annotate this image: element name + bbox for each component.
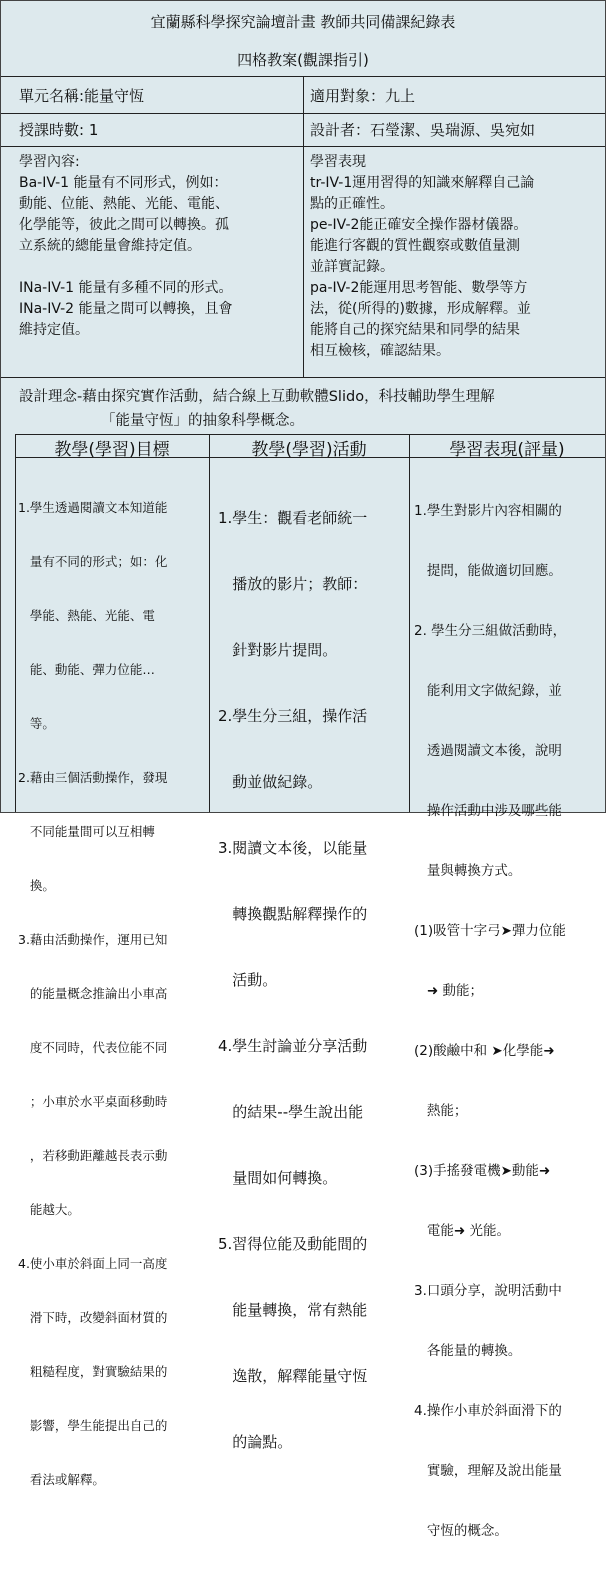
- divider: [209, 434, 210, 812]
- activity-line: 活動。: [218, 971, 278, 989]
- divider: [409, 434, 410, 812]
- goals-list: [18, 463, 208, 1525]
- assessment-line: 1.學生對影片內容相關的: [414, 503, 562, 519]
- activity-line: 轉換觀點解釋操作的: [218, 905, 368, 923]
- form-subtitle: 四格教案(觀課指引): [237, 51, 369, 69]
- performance-line: 點的正確性。: [310, 196, 394, 212]
- goal-line: 等。: [18, 716, 55, 731]
- target-audience: 適用對象：九上: [310, 87, 416, 105]
- activity-line: 3.閱讀文本後，以能量: [218, 839, 368, 857]
- learning-performance: [310, 152, 602, 362]
- assessment-line: (2)酸鹼中和 ➤化學能➜: [414, 1043, 555, 1059]
- content-line: 動能、位能、熱能、光能、電能、: [19, 196, 229, 212]
- performance-heading: 學習表現: [310, 154, 366, 170]
- content-heading: 學習內容:: [19, 154, 80, 170]
- activities-list: [218, 463, 408, 1497]
- goal-line: 不同能量間可以互相轉: [18, 824, 155, 839]
- goal-line: 1.學生透過閱讀文本知道能: [18, 500, 168, 515]
- activity-line: 針對影片提問。: [218, 641, 338, 659]
- performance-line: 法，從(所得的)數據，形成解釋。並: [310, 301, 531, 317]
- assessment-line: 各能量的轉換。: [414, 1343, 522, 1359]
- goals-header: 教學(學習)目標: [54, 440, 170, 460]
- goal-line: 3.藉由活動操作，運用已知: [18, 932, 168, 947]
- performance-line: 能將自己的探究結果和同學的結果: [310, 322, 520, 338]
- activity-line: 的論點。: [218, 1433, 293, 1451]
- goal-line: 度不同時，代表位能不同: [18, 1040, 168, 1055]
- activity-line: 逸散，解釋能量守恆: [218, 1367, 368, 1385]
- content-line: 立系統的總能量會維持定值。: [19, 238, 201, 254]
- performance-line: pa-IV-2能運用思考智能、數學等方: [310, 280, 528, 296]
- learning-content: [19, 152, 301, 341]
- assessment-line: 4.操作小車於斜面滑下的: [414, 1403, 562, 1419]
- assessment-line: 透過閱讀文本後，說明: [414, 743, 562, 759]
- goal-line: 量有不同的形式；如：化: [18, 554, 168, 569]
- activity-line: 動並做紀錄。: [218, 773, 323, 791]
- activities-header: 教學(學習)活動: [251, 440, 367, 460]
- assessment-line: 熱能；: [414, 1103, 468, 1119]
- goal-line: ；小車於水平桌面移動時: [18, 1094, 168, 1109]
- activity-line: 2.學生分三組，操作活: [218, 707, 368, 725]
- activity-line: 播放的影片；教師：: [218, 575, 368, 593]
- performance-line: tr-IV-1運用習得的知識來解釋自己論: [310, 175, 535, 191]
- assessment-line: 提問，能做適切回應。: [414, 563, 562, 579]
- assessment-line: ➜ 動能；: [414, 983, 483, 999]
- activity-line: 能量轉換，常有熱能: [218, 1301, 368, 1319]
- activity-line: 量間如何轉換。: [218, 1169, 338, 1187]
- goal-line: 的能量概念推論出小車高: [18, 986, 168, 1001]
- goal-line: 能越大。: [18, 1202, 80, 1217]
- content-line: INa-IV-2 能量之間可以轉換，且會: [19, 301, 233, 317]
- goal-line: 學能、熱能、光能、電: [18, 608, 155, 623]
- content-line: INa-IV-1 能量有多種不同的形式。: [19, 280, 233, 296]
- goal-line: 滑下時，改變斜面材質的: [18, 1310, 168, 1325]
- assessment-line: 量與轉換方式。: [414, 863, 522, 879]
- assessment-line: 2. 學生分三組做活動時，: [414, 623, 567, 639]
- teaching-hours: 授課時數: 1: [19, 121, 99, 139]
- assessment-line: 守恆的概念。: [414, 1523, 508, 1539]
- performance-line: pe-IV-2能正確安全操作器材儀器。: [310, 217, 528, 233]
- form-title: 宜蘭縣科學探究論壇計畫 教師共同備課紀錄表: [150, 13, 456, 31]
- assessment-header: 學習表現(評量): [449, 440, 565, 460]
- divider: [303, 76, 304, 377]
- goal-line: 看法或解釋。: [18, 1472, 105, 1487]
- assessment-line: (1)吸管十字弓➤彈力位能: [414, 923, 566, 939]
- design-concept-line2: 「能量守恆」的抽象科學概念。: [101, 413, 304, 429]
- content-line: 化學能等，彼此之間可以轉換。孤: [19, 217, 229, 233]
- assessment-line: (3)手搖發電機➤動能➜: [414, 1163, 551, 1179]
- unit-name: 單元名稱:能量守恆: [19, 87, 145, 105]
- designers: 設計者：石瑩潔、吳瑞源、吳宛如: [310, 121, 536, 139]
- assessment-line: 能利用文字做紀錄，並: [414, 683, 562, 699]
- goal-line: 影響，學生能提出自己的: [18, 1418, 168, 1433]
- goal-line: 粗糙程度，對實驗結果的: [18, 1364, 168, 1379]
- performance-line: 相互檢核，確認結果。: [310, 343, 450, 359]
- activity-line: 5.習得位能及動能間的: [218, 1235, 368, 1253]
- divider: [1, 377, 605, 378]
- activity-line: 1.學生：觀看老師統一: [218, 509, 368, 527]
- content-line: 維持定值。: [19, 322, 89, 338]
- activity-line: 4.學生討論並分享活動: [218, 1037, 368, 1055]
- assessment-line: 實驗，理解及說出能量: [414, 1463, 562, 1479]
- activity-line: 的結果--學生說出能: [218, 1103, 364, 1121]
- goal-line: 能、動能、彈力位能…: [18, 662, 155, 677]
- assessment-list: [414, 461, 604, 1581]
- performance-line: 能進行客觀的質性觀察或數值量測: [310, 238, 520, 254]
- assessment-line: 3.口頭分享，說明活動中: [414, 1283, 562, 1299]
- goal-line: 4.使小車於斜面上同一高度: [18, 1256, 168, 1271]
- performance-line: 並詳實記錄。: [310, 259, 394, 275]
- goal-line: 換。: [18, 878, 55, 893]
- content-line: Ba-IV-1 能量有不同形式，例如：: [19, 175, 228, 191]
- assessment-line: 電能➜ 光能。: [414, 1223, 510, 1239]
- design-concept-line1: 設計理念-藉由探究實作活動，結合線上互動軟體Slido，科技輔助學生理解: [19, 389, 495, 405]
- assessment-line: 操作活動中涉及哪些能: [414, 803, 562, 819]
- goal-line: ，若移動距離越長表示動: [18, 1148, 168, 1163]
- goal-line: 2.藉由三個活動操作，發現: [18, 770, 168, 785]
- divider: [15, 434, 16, 812]
